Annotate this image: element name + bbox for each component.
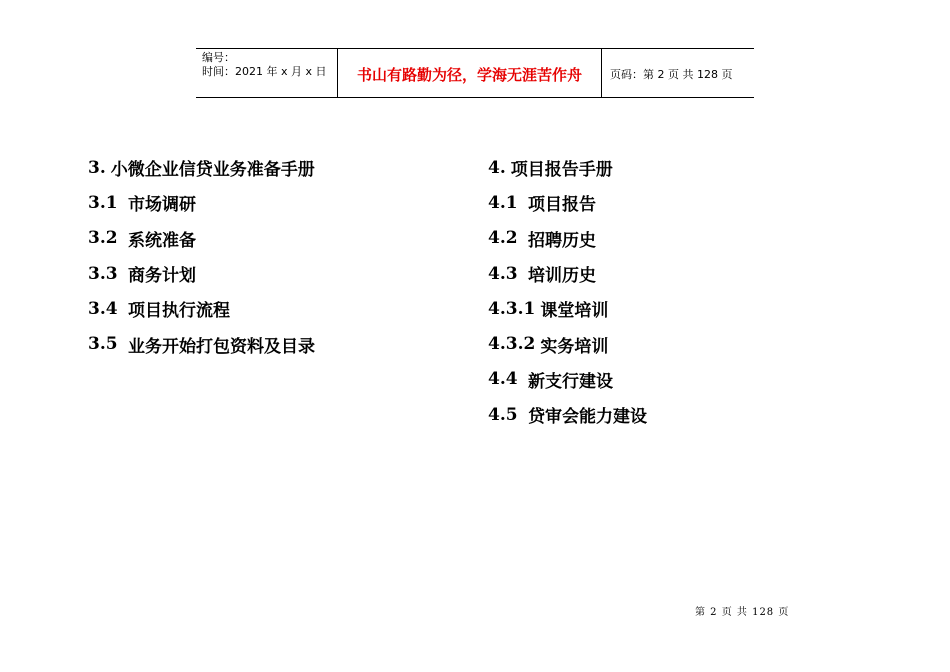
toc-item [88, 256, 315, 291]
header-motto: 书山有路勤为径，学海无涯苦作舟 [338, 49, 602, 97]
toc-item-number: 4.4 [488, 369, 518, 390]
toc-item [88, 150, 315, 185]
toc-item-number: 4.3.1 [488, 298, 536, 319]
toc-item [88, 291, 315, 326]
toc-item-number: 3.1 [88, 192, 118, 213]
toc-item [488, 256, 647, 291]
toc-item-number: 4. [488, 157, 506, 178]
toc-item-title: 招聘历史 [528, 230, 596, 251]
toc-item-title: 实务培训 [540, 336, 609, 357]
toc-item [88, 326, 315, 361]
toc-item-number: 4.5 [488, 404, 518, 425]
toc-item-title: 市场调研 [128, 195, 196, 216]
header-page-info: 页码：第 2 页 共 128 页 [610, 67, 733, 81]
toc-item-title: 贷审会能力建设 [528, 407, 647, 428]
document-date-label: 时间：2021 年 x 月 x 日 [202, 65, 327, 78]
toc-item-number: 3.2 [88, 228, 118, 249]
toc-item [488, 291, 647, 326]
toc-item-title: 项目报告 [528, 195, 596, 216]
toc-item [488, 362, 647, 397]
toc-item [88, 221, 315, 256]
page-header [196, 48, 754, 98]
toc-item [88, 185, 315, 220]
toc-item [488, 397, 647, 432]
toc-item-title: 业务开始打包资料及目录 [128, 336, 315, 357]
toc-item-title: 课堂培训 [540, 301, 609, 322]
toc-item-number: 3.4 [88, 298, 118, 319]
toc-item-title: 项目报告手册 [510, 160, 613, 181]
page-footer: 第 2 页 共 128 页 [695, 607, 790, 618]
toc-item-number: 3.5 [88, 334, 118, 355]
toc-item-number: 4.1 [488, 192, 518, 213]
header-meta-cell [196, 49, 338, 97]
toc-right-column [488, 150, 647, 432]
toc-item [488, 150, 647, 185]
toc-item-title: 项目执行流程 [128, 301, 230, 322]
toc-item-title: 系统准备 [128, 230, 196, 251]
toc-item-title: 培训历史 [528, 266, 596, 287]
toc-item-number: 3.3 [88, 263, 118, 284]
toc-item-number: 3. [88, 157, 106, 178]
toc-item-title: 新支行建设 [528, 371, 613, 392]
toc-item [488, 326, 647, 361]
toc-item [488, 185, 647, 220]
toc-item-number: 4.2 [488, 228, 518, 249]
toc-item-title: 商务计划 [128, 266, 196, 287]
document-number-label: 编号： [202, 51, 235, 64]
toc-item-number: 4.3.2 [488, 334, 536, 355]
toc-item-number: 4.3 [488, 263, 518, 284]
toc-item [488, 221, 647, 256]
toc-item-title: 小微企业信贷业务准备手册 [110, 160, 315, 181]
toc-left-column [88, 150, 315, 362]
